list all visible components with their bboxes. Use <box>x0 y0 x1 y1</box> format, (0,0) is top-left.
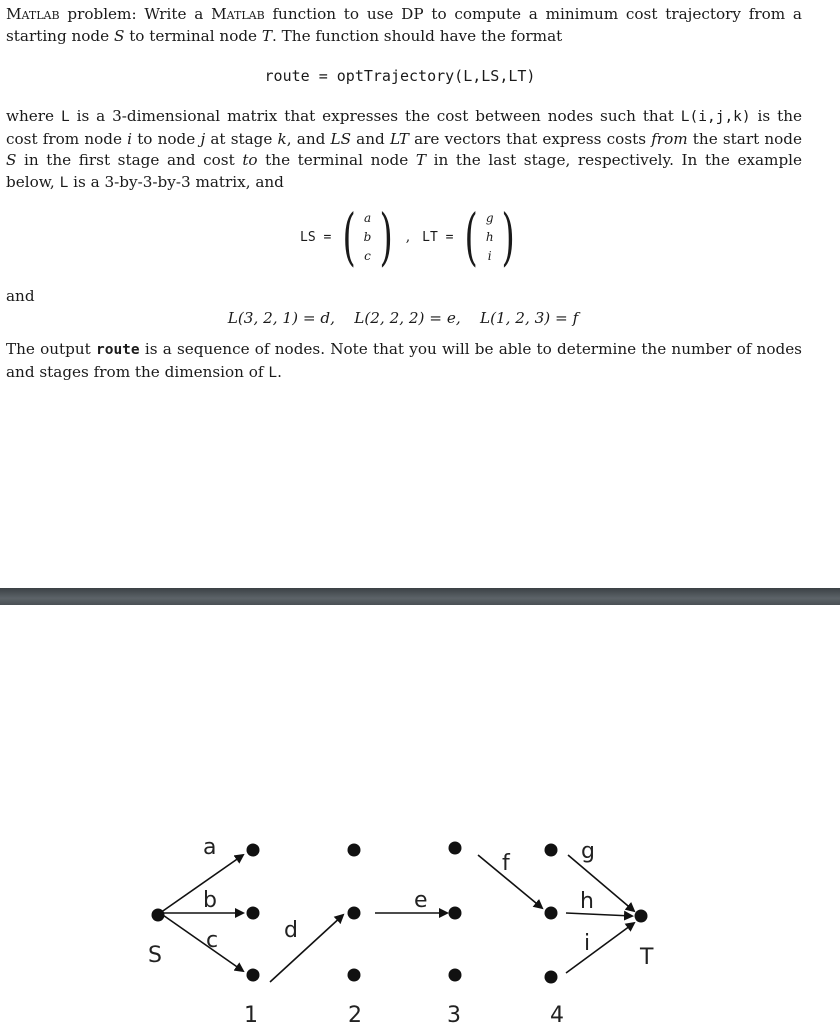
stage-graph-diagram <box>0 605 840 1024</box>
function-signature: route = optTrajectory(L,LS,LT) <box>264 67 536 85</box>
edge-label-d: d <box>284 918 298 943</box>
lt-label: LT = <box>422 229 454 245</box>
edge-label-f: f <box>502 851 510 876</box>
stage-label-1: 1 <box>244 1003 258 1024</box>
definition-paragraph: where L is a 3-dimensional matrix that expresses the cost between nodes such that L(i,j,k) is the cost from node i to node j at stage k, and LS and LT are vectors that express costs from the start node S in the first stage and cost to the terminal node T in the last stage, respectively. In the example below, L is a 3-by-3-by-3 matrix, and <box>6 107 803 191</box>
node-s4-2 <box>545 907 558 920</box>
intro-paragraph: Matlab problem: Write a Matlab function to use DP to compute a minimum cost trajectory from a starting node S to terminal node T. The function should have the format <box>6 5 802 45</box>
node-s3-3 <box>449 969 462 982</box>
node-terminal <box>635 910 648 923</box>
ls-label: LS = <box>300 229 332 245</box>
matlab-word: Matlab <box>211 5 265 23</box>
edge-h <box>566 913 632 916</box>
node-start <box>152 909 165 922</box>
edge-a <box>160 855 243 913</box>
stage-graph-svg <box>0 605 840 1024</box>
edge-c <box>160 913 243 971</box>
node-s4-3 <box>545 971 558 984</box>
node-s2-2 <box>348 907 361 920</box>
edge-label-e: e <box>414 888 428 913</box>
section-divider <box>0 588 840 605</box>
edge-label-a: a <box>203 835 217 860</box>
start-label: S <box>148 943 162 968</box>
node-s3-1 <box>449 842 462 855</box>
equations: L(3, 2, 1) = d, L(2, 2, 2) = e, L(1, 2, 3) = f <box>227 309 579 327</box>
edge-g <box>568 855 634 911</box>
stage-label-4: 4 <box>550 1003 564 1024</box>
node-s2-3 <box>348 969 361 982</box>
edge-label-i: i <box>584 931 591 956</box>
node-s1-3 <box>247 969 260 982</box>
node-s3-2 <box>449 907 462 920</box>
cost-vectors: LS = ( a b c ) , LT = ( g h i ) <box>300 200 526 274</box>
matlab-word: Matlab <box>6 5 60 23</box>
node-s1-1 <box>247 844 260 857</box>
node-s1-2 <box>247 907 260 920</box>
terminal-label: T <box>640 945 654 970</box>
and-word: and <box>6 287 35 305</box>
edge-f <box>478 855 542 908</box>
edge-label-b: b <box>203 888 217 913</box>
edge-d <box>270 915 343 982</box>
edge-label-g: g <box>581 839 595 864</box>
edge-i <box>566 923 634 973</box>
edge-label-h: h <box>580 889 594 914</box>
node-s2-1 <box>348 844 361 857</box>
node-s4-1 <box>545 844 558 857</box>
stage-label-3: 3 <box>447 1003 461 1024</box>
ls-vector: ( a b c ) <box>342 200 393 273</box>
lt-vector: ( g h i ) <box>464 200 515 273</box>
output-paragraph: The output route is a sequence of nodes. Note that you will be able to determine the number of nodes and stages from the dimension of L. <box>6 340 802 381</box>
stage-label-2: 2 <box>348 1003 362 1024</box>
edge-label-c: c <box>206 928 219 953</box>
